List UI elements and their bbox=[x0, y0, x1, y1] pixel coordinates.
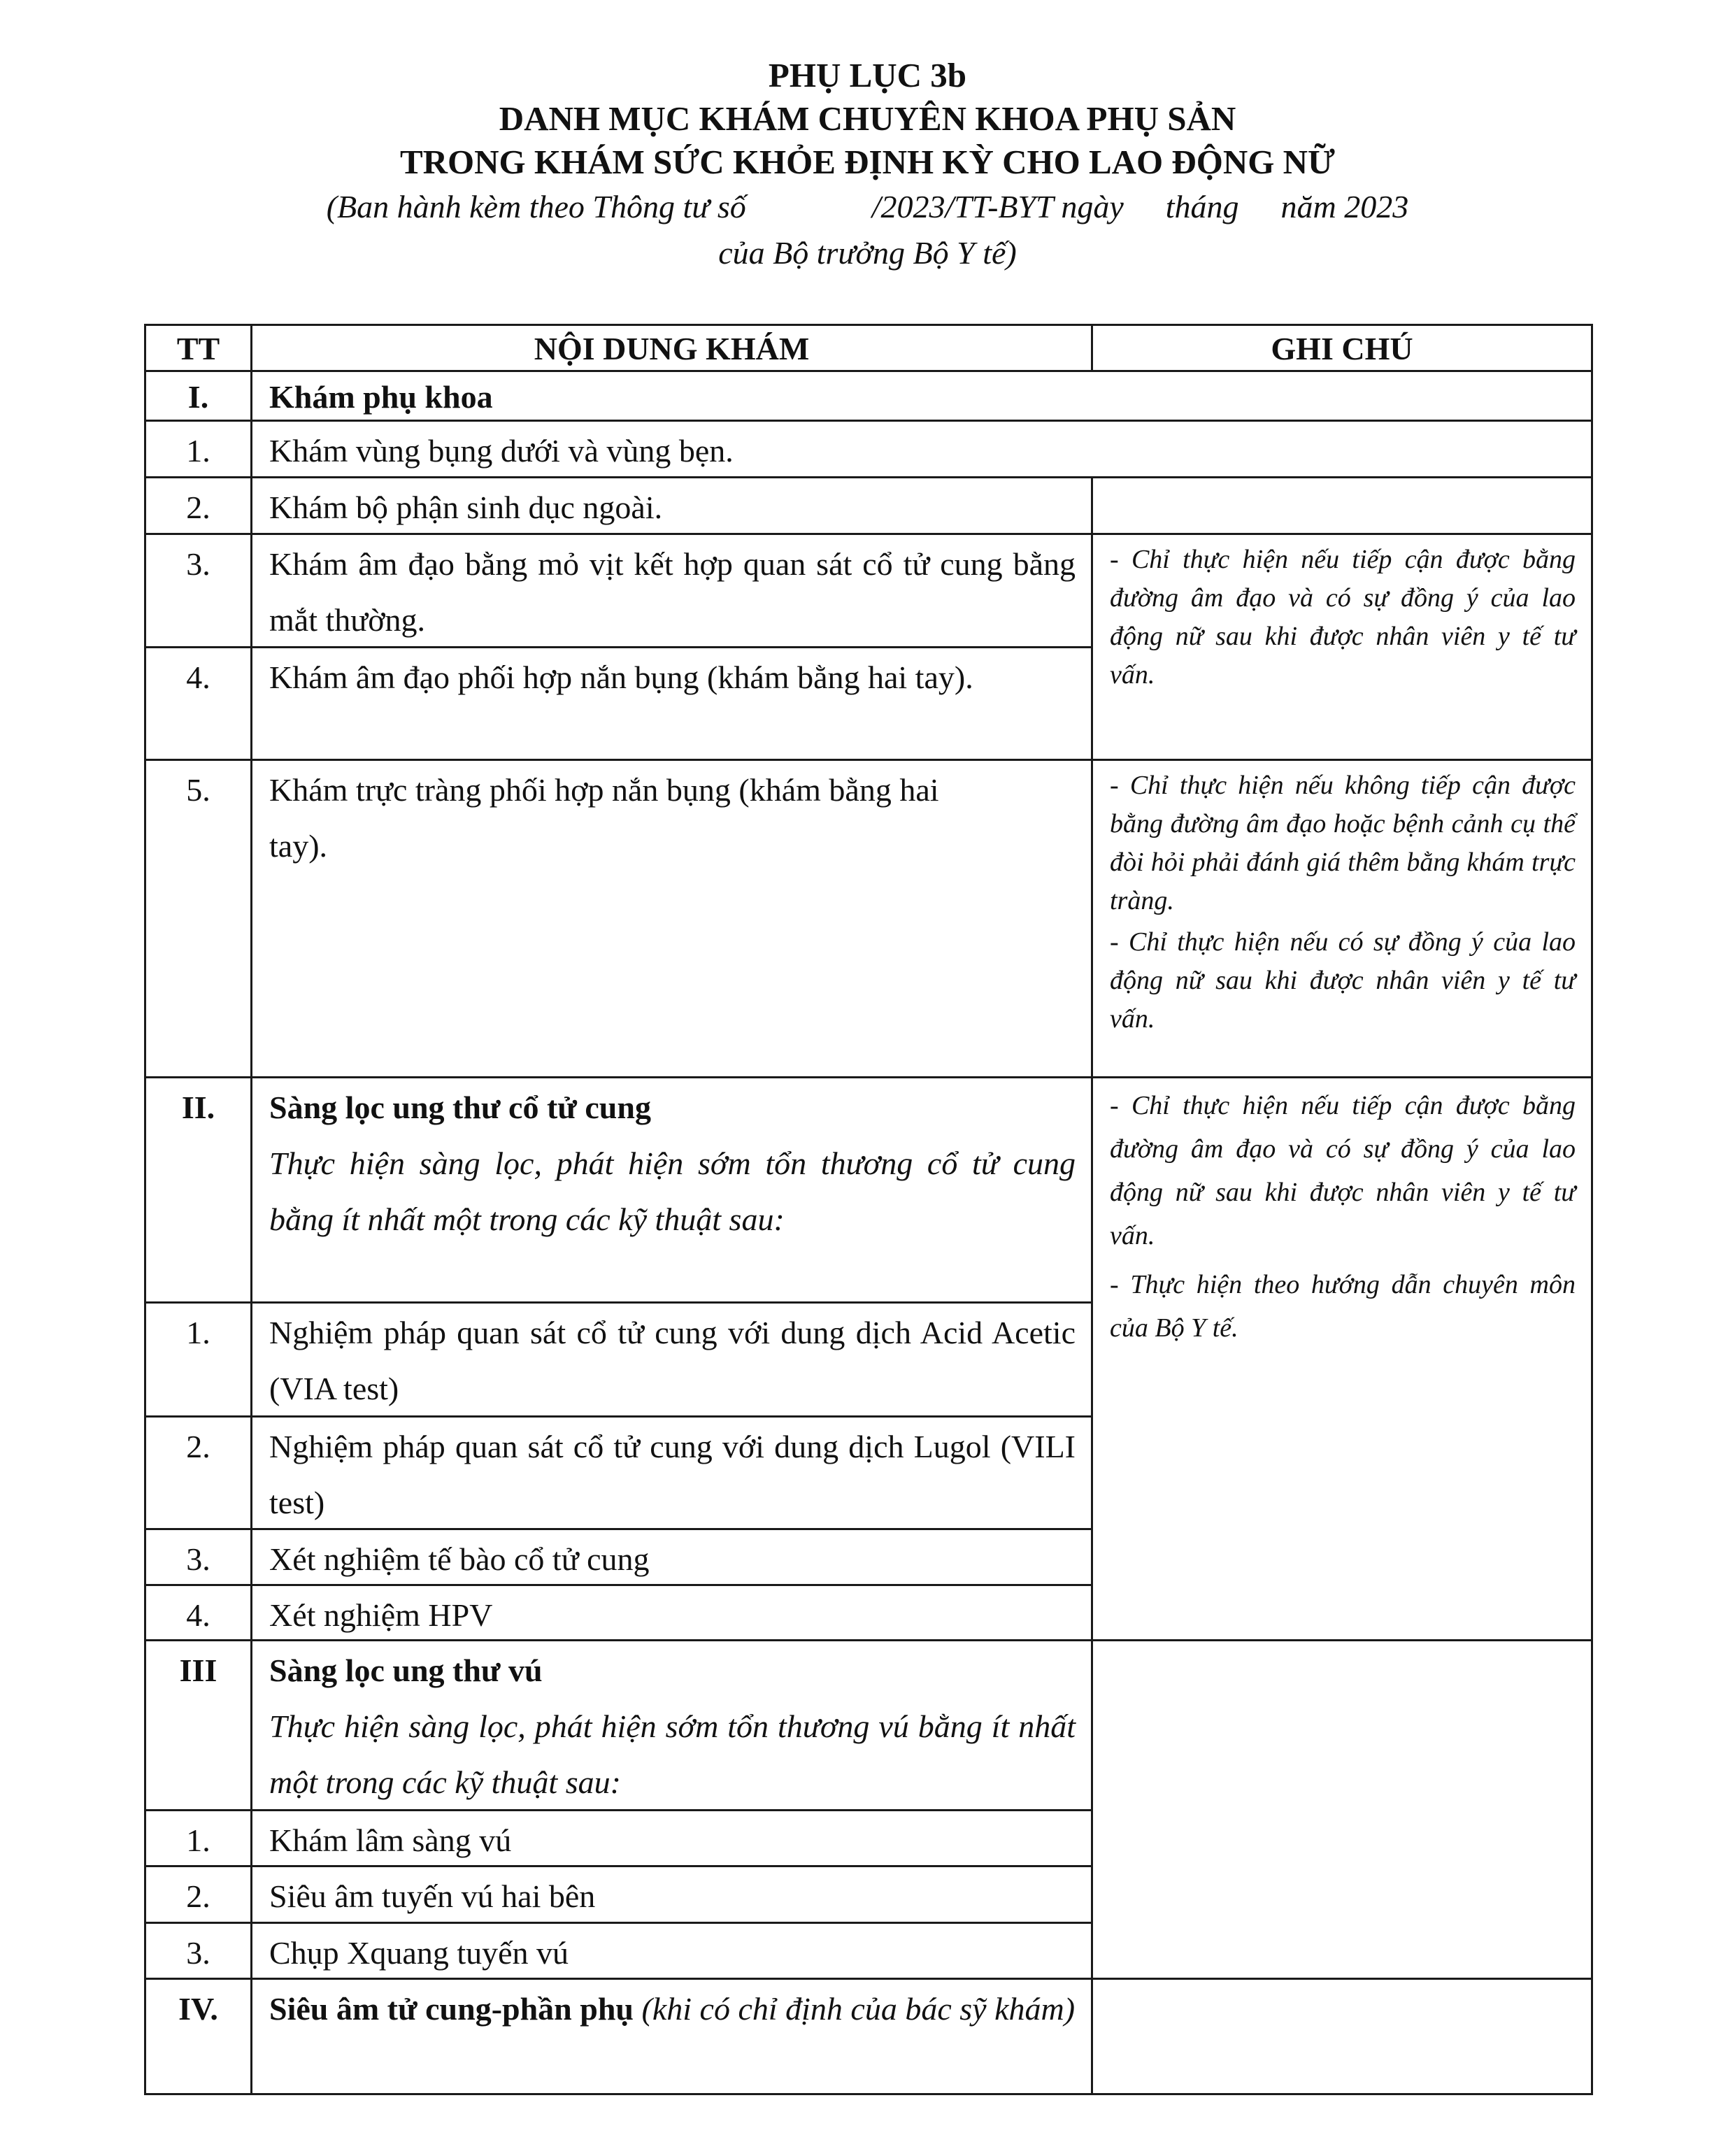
issued-text-part2: /2023/TT-BYT ngày bbox=[871, 189, 1124, 224]
issued-by-line2: của Bộ trưởng Bộ Y tế) bbox=[718, 235, 1017, 271]
note-text: - Chỉ thực hiện nếu không tiếp cận được bằng đường âm đạo hoặc bệnh cảnh cụ thể đòi hỏi phải đánh giá thêm bằng khám trực tràng. bbox=[1110, 771, 1576, 915]
document-title-line2: TRONG KHÁM SỨC KHỎE ĐỊNH KỲ CHO LAO ĐỘNG NỮ bbox=[399, 143, 1336, 181]
row-number: 4. bbox=[186, 1597, 210, 1633]
row-number: 2. bbox=[186, 1429, 210, 1464]
section-title bbox=[252, 1980, 1091, 2037]
row-content: Khám vùng bụng dưới và vùng bẹn. bbox=[269, 433, 734, 469]
row-number: 3. bbox=[186, 1935, 210, 1971]
note-text: - Chỉ thực hiện nếu có sự đồng ý của lao động nữ sau khi được nhân viên y tế tư vấn. bbox=[1110, 927, 1576, 1034]
row-number: 1. bbox=[186, 1315, 210, 1350]
document-title-line1: DANH MỤC KHÁM CHUYÊN KHOA PHỤ SẢN bbox=[499, 99, 1236, 138]
row-content: Khám lâm sàng vú bbox=[269, 1822, 512, 1858]
section-number: IV. bbox=[178, 1991, 218, 2027]
row-content: Khám âm đạo bằng mỏ vịt kết hợp quan sát cổ tử cung bằng mắt thường. bbox=[269, 546, 1076, 638]
row-content: Nghiệm pháp quan sát cổ tử cung với dung dịch Acid Acetic (VIA test) bbox=[269, 1315, 1076, 1406]
table-rule bbox=[144, 2093, 1593, 2095]
row-content: Khám bộ phận sinh dục ngoài. bbox=[269, 490, 663, 525]
row-content: Khám âm đạo phối hợp nắn bụng (khám bằng hai tay). bbox=[269, 659, 973, 695]
row-number: 3. bbox=[186, 546, 210, 582]
section-title bbox=[252, 1078, 1091, 1248]
section-title-text: Sàng lọc ung thư vú bbox=[269, 1652, 543, 1688]
row-content: Khám trực tràng phối hợp nắn bụng (khám bằng hai tay). bbox=[269, 772, 939, 864]
row-number: 1. bbox=[186, 1822, 210, 1858]
row-number: 1. bbox=[186, 433, 210, 469]
column-header-tt: TT bbox=[176, 331, 220, 366]
section-subtitle: Thực hiện sàng lọc, phát hiện sớm tổn thương vú bằng ít nhất một trong các kỹ thuật sau: bbox=[269, 1708, 1076, 1800]
row-number: 4. bbox=[186, 659, 210, 695]
note-vaginal-exam bbox=[1093, 535, 1591, 759]
section-title-text: Sàng lọc ung thư cổ tử cung bbox=[269, 1090, 651, 1125]
issued-by-line1 bbox=[0, 186, 1735, 228]
section-number: I. bbox=[187, 379, 209, 415]
section-number: II. bbox=[181, 1090, 215, 1125]
section-number: III bbox=[179, 1652, 217, 1688]
note-cervical-screening bbox=[1093, 1078, 1591, 1639]
note-text: - Chỉ thực hiện nếu tiếp cận được bằng đường âm đạo và có sự đồng ý của lao động nữ sau khi được nhân viên y tế tư vấn. bbox=[1110, 1091, 1576, 1250]
row-number: 5. bbox=[186, 772, 210, 808]
issued-text-part1: (Ban hành kèm theo Thông tư số bbox=[326, 189, 746, 224]
row-content: Siêu âm tuyến vú hai bên bbox=[269, 1878, 596, 1914]
row-content: Xét nghiệm tế bào cổ tử cung bbox=[269, 1541, 650, 1577]
issued-text-part4: năm 2023 bbox=[1280, 189, 1409, 224]
row-number: 2. bbox=[186, 490, 210, 525]
note-text: - Thực hiện theo hướng dẫn chuyên môn của Bộ Y tế. bbox=[1110, 1270, 1576, 1343]
issued-text-part3: tháng bbox=[1165, 189, 1239, 224]
row-content: Xét nghiệm HPV bbox=[269, 1597, 493, 1633]
table-rule bbox=[1591, 324, 1593, 2095]
note-rectal-exam bbox=[1093, 761, 1591, 1076]
row-number: 2. bbox=[186, 1878, 210, 1914]
column-header-content: NỘI DUNG KHÁM bbox=[534, 331, 810, 366]
section-title-note: (khi có chỉ định của bác sỹ khám) bbox=[641, 1991, 1076, 2027]
section-title-text: Siêu âm tử cung-phần phụ bbox=[269, 1991, 634, 2027]
column-header-notes: GHI CHÚ bbox=[1271, 331, 1413, 366]
row-content: Chụp Xquang tuyến vú bbox=[269, 1935, 569, 1971]
row-number: 3. bbox=[186, 1541, 210, 1577]
section-title-text: Khám phụ khoa bbox=[269, 379, 493, 415]
note-text: - Chỉ thực hiện nếu tiếp cận được bằng đường âm đạo và có sự đồng ý của lao động nữ sau khi được nhân viên y tế tư vấn. bbox=[1110, 545, 1576, 690]
row-content: Nghiệm pháp quan sát cổ tử cung với dung dịch Lugol (VILI test) bbox=[269, 1429, 1076, 1520]
section-title bbox=[252, 1641, 1091, 1811]
section-title bbox=[252, 372, 1591, 421]
section-subtitle: Thực hiện sàng lọc, phát hiện sớm tổn thương cổ tử cung bằng ít nhất một trong các kỹ thuật sau: bbox=[269, 1145, 1076, 1237]
appendix-label: PHỤ LỤC 3b bbox=[768, 56, 967, 94]
